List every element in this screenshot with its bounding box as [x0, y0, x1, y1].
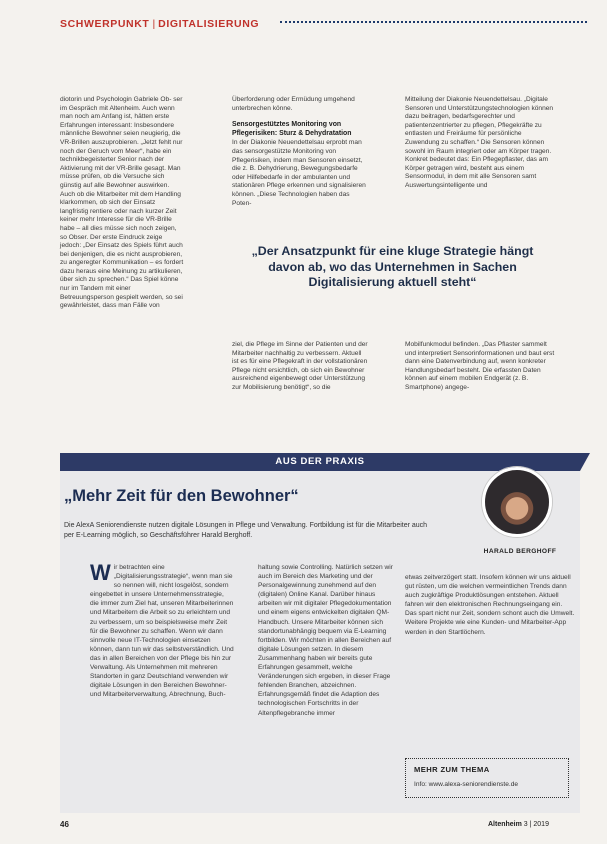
header-dotted-rule [280, 21, 587, 23]
article-column-3-bottom [405, 341, 555, 393]
section-label: SCHWERPUNKT [60, 18, 150, 30]
praxis-title: „Mehr Zeit für den Bewohner“ [64, 487, 299, 505]
pull-quote: „Der Ansatzpunkt für eine kluge Strategie hängt davon ab, wo das Unternehmen in Sachen Digitalisierung aktuell steht“ [251, 244, 534, 289]
page-number: 46 [60, 820, 69, 829]
issue-number: 3 | 2019 [523, 821, 549, 828]
praxis-text: haltung sowie Controlling. Natürlich setzen wir auch im Bereich des Marketing und der Personalgewinnung zunehmend auf den (digitalen) Online Kanal. Darüber hinaus arbeiten wir mit digitaler Pflegedokumentation und einem eigens entwickelten digitalen QM-Handbuch. Unsere Mitarbeiter können sich standortunabhängig bequem via E-Learning fortbilden. Wir möchten in allen Bereichen auf digitale Lösungen setzen. In diesem Zusammenhang haben wir bereits gute Erfahrungen gesammelt, welche Veränderungen sich ergeben, in dieser Frage fehlenden Branchen, abzeichnen. Erfahrungsgemäß findet die Adaption des technologischen Fortschritts in der Altenpflegebranche immer [258, 564, 393, 717]
article-text: Mobilfunkmodul befinden. „Das Pflaster sammelt und interpretiert Sensorinformationen und baut erst dann eine Datenverbindung auf, wenn konkreter Handlungsbedarf besteht. Die erfassten Daten können auf einem mobilen Endgerät (z. B. Smartphone) angege- [405, 341, 555, 391]
topic-label: DIGITALISIERUNG [158, 18, 260, 30]
avatar [482, 467, 552, 537]
praxis-lead: Die AlexA Seniorendienste nutzen digitale Lösungen in Pflege und Verwaltung. Fortbildung ist für die Mitarbeiter auch per E-Learning möglich, so Geschäftsführer Harald Berghoff. [64, 522, 428, 539]
person-name: HARALD BERGHOFF [483, 548, 557, 555]
article-text: In der Diakonie Neuendettelsau erprobt man das sensorgestützte Monitoring von Pflegerisiken, indem man Sensoren einsetzt, die z. B. Dehydrierung, Bewegungsbedarfe oder Hilfebedarfe in der ambulanten und stationären Pflege erkennen und signalisieren können. „Diese Technologien haben das Poten- [232, 139, 366, 207]
article-text: diotorin und Psychologin Gabriele Ob- ser im Gespräch mit Altenheim. Auch wenn man noch am Anfang ist, hätten erste Erfahrungen interessant: Insbesondere männliche Bewohner seien neugierig, die VR-Brillen auszuprobieren. „Jetzt fehlt nur noch der Geruch vom Meer“, habe ein technikbegeisterter Senior nach der Aktivierung mit der VR-Brille gesagt. Man müsse prüfen, ob die Versuche sich günstig auf alle Bewohner auswirken. Auch ob die Mitarbeiter mit dem Handling klarkommen, ob sich der Einsatz langfristig rentiere oder nach kurzer Zeit keiner mehr Interesse für die VR-Brille habe – all dies müsse sich noch zeigen, so Obser. Der erste Eindruck zeige jedoch: „Der Einsatz des Spiels führt auch bei denjenigen, die es nicht ausprobieren, zu angeregter Kommunikation – es fordert dazu heraus eine Meinung zu artikulieren, über sich zu sprechen.“ Das Spiel könne nur im Tandem mit einer Betreuungsperson gespielt werden, so sei gewährleistet, dass man Fälle von [60, 96, 184, 310]
praxis-bar-notch [580, 453, 590, 471]
article-column-1 [60, 96, 184, 311]
article-column-2-bottom [232, 341, 368, 393]
article-text: Überforderung oder Ermüdung umgehend unterbrechen könne. [232, 96, 355, 112]
article-column-2 [232, 96, 368, 208]
magazine-footer [488, 821, 549, 828]
more-info-link[interactable]: Info: www.alexa-seniorendienste.de [414, 781, 519, 788]
praxis-text: ir betrachten eine „Digitalisierungsstrategie“, wenn man sie so nennen will, nicht losgelöst, sondern eingebettet in unsere Unternehmensstrategie, die immer zum Ziel hat, unseren Mitarbeiterinnen und Mitarbeitern die Arbeit so zu erleichtern und zu verbessern, um so beispielsweise mehr Zeit für die Bewohner zu schaffen. Wenn wir dann sinnvolle neue IT-Technologien einsetzen können, dann tun wir das selbstverständlich. Und das in allen Bereichen von der Pflege bis hin zur Verwaltung. Als Unternehmen mit mehreren Standorten in ganz Deutschland verwenden wir digitale Lösungen in den Bereichen Bewohner- und Mitarbeiterverwaltung, Abrechnung, Buch- [90, 564, 234, 699]
more-info-title: MEHR ZUM THEMA [414, 765, 490, 774]
subheading: Sensorgestütztes Monitoring von Pflegerisiken: Sturz & Dehydratation [232, 121, 352, 137]
more-info-box [405, 758, 569, 798]
article-text: Mitteilung der Diakonie Neuendettelsau. „Digitale Sensoren und Unterstützungstechnologien können dazu beitragen, bedarfsgerechter und patientenzentrierter zu pflegen, Pflegekräfte zu entlasten und Freiräume für persönliche Zuwendung zu schaffen.“ Die Sensoren können sowohl im Raum integriert oder am Körper tragen. Konkret bedeutet das: Ein Pflegepflaster, das am Körper getragen wird, besteht aus einem Sensormodul, in dem mit alle Sensoren samt Auswertungsintelligente und [405, 96, 554, 189]
dropcap: W [90, 560, 111, 585]
praxis-text: etwas zeitverzögert statt. Insofern können wir uns aktuell gut rüsten, um die welchen vermeintlichen Trends dann auch zugkräftige Produktlösungen entstehen. Aktuell fahren wir den elektronischen Rechnungseingang ein. Das spart nicht nur Zeit, sondern schont auch die Umwelt. Weitere Projekte wie eine Kunden- und Mitarbeiter-App werden in den Startlöchern. [405, 574, 575, 636]
praxis-bar-label: AUS DER PRAXIS [275, 456, 365, 467]
article-column-3 [405, 96, 555, 191]
praxis-column-1 [90, 560, 234, 699]
page-header [60, 14, 587, 30]
header-separator: | [152, 18, 156, 30]
praxis-column-3 [405, 573, 575, 637]
praxis-column-2 [258, 563, 393, 718]
magazine-name: Altenheim [488, 821, 522, 828]
praxis-bar [60, 453, 580, 471]
article-text: ziel, die Pflege im Sinne der Patienten und der Mitarbeiter nachhaltig zu verbessern. Aktuell ist es für eine Pflegekraft in der vollstationären Pflege nicht ersichtlich, ob sich ein Bewohner ausreichend eigenbewegt oder Unterstützung zur Mobilisierung benötigt“, so die [232, 341, 368, 391]
